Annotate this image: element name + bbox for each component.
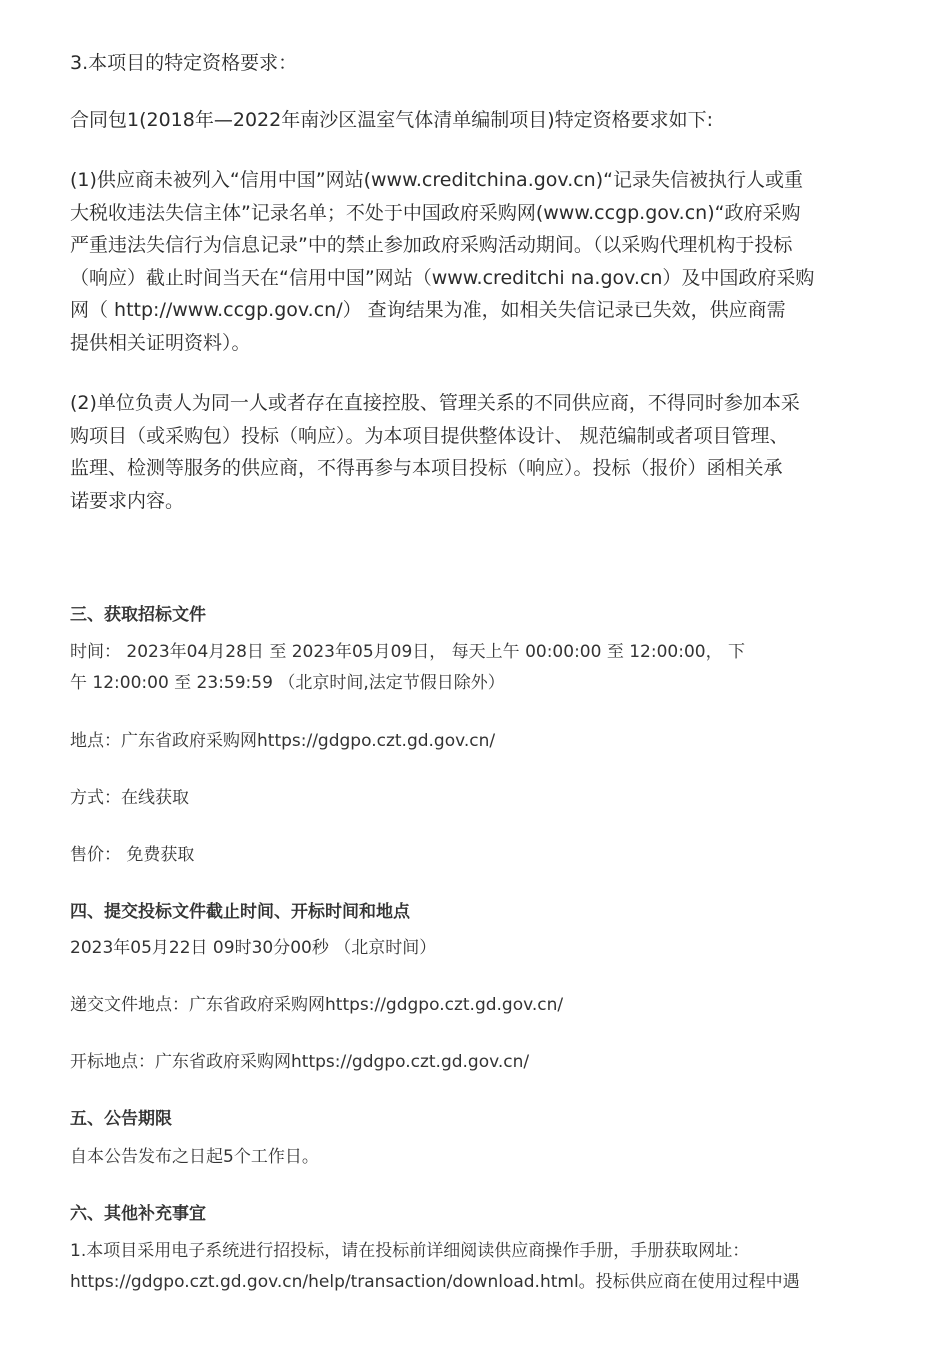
qualification-item-2 bbox=[70, 387, 882, 517]
section-6-text bbox=[70, 1236, 882, 1298]
section-4-heading: 四、提交投标文件截止时间、开标时间和地点 bbox=[70, 902, 410, 922]
section-6-line: 1.本项目采用电子系统进行招投标，请在投标前详细阅读供应商操作手册，手册获取网址： bbox=[70, 1241, 750, 1261]
item1-line: 严重违法失信行为信息记录”中的禁止参加政府采购活动期间。（以采购代理机构于投标 bbox=[70, 234, 793, 256]
item1-line: （响应）截止时间当天在“信用中国”网站（www.creditchi na.gov.cn）及中国政府采购 bbox=[70, 266, 815, 289]
item2-line: 诺要求内容。 bbox=[70, 489, 185, 512]
time-line: 午 12:00:00 至 23:59:59 （北京时间,法定节假日除外） bbox=[70, 673, 505, 693]
section-3-price: 售价： 免费获取 bbox=[70, 845, 195, 865]
qualification-item-1 bbox=[70, 164, 882, 359]
item2-line: 监理、检测等服务的供应商，不得再参与本项目投标（响应）。投标（报价）函相关承 bbox=[70, 457, 783, 479]
section-5-text: 自本公告发布之日起5个工作日。 bbox=[70, 1147, 319, 1167]
item2-line: 购项目（或采购包）投标（响应）。为本项目提供整体设计、 规范编制或者项目管理、 bbox=[70, 424, 789, 447]
section-6-heading: 六、其他补充事宜 bbox=[70, 1204, 206, 1224]
time-line: 时间： 2023年04月28日 至 2023年05月09日， 每天上午 00:00:00 至 12:00:00， 下 bbox=[70, 642, 745, 662]
section-4-deadline: 2023年05月22日 09时30分00秒 （北京时间） bbox=[70, 938, 437, 958]
item1-line: 大税收违法失信主体”记录名单；不处于中国政府采购网(www.ccgp.gov.cn)“政府采购 bbox=[70, 201, 801, 224]
package-intro: 合同包1(2018年—2022年南沙区温室气体清单编制项目)特定资格要求如下: bbox=[70, 109, 714, 131]
section-3-location: 地点：广东省政府采购网https://gdgpo.czt.gd.gov.cn/ bbox=[70, 731, 496, 751]
section-5-heading: 五、公告期限 bbox=[70, 1109, 172, 1129]
section-6-line: https://gdgpo.czt.gd.gov.cn/help/transaction/download.html。投标供应商在使用过程中遇 bbox=[70, 1272, 800, 1292]
item1-line: (1)供应商未被列入“信用中国”网站(www.creditchina.gov.cn)“记录失信被执行人或重 bbox=[70, 169, 803, 191]
section-3-heading: 三、获取招标文件 bbox=[70, 605, 206, 625]
item1-line: 网（ http://www.ccgp.gov.cn/） 查询结果为准，如相关失信记录已失效，供应商需 bbox=[70, 299, 786, 321]
item2-line: (2)单位负责人为同一人或者存在直接控股、管理关系的不同供应商，不得同时参加本采 bbox=[70, 392, 800, 414]
section-4-submit-location: 递交文件地点：广东省政府采购网https://gdgpo.czt.gd.gov.cn/ bbox=[70, 995, 564, 1015]
item1-line: 提供相关证明资料）。 bbox=[70, 331, 251, 354]
section-3-time bbox=[70, 637, 882, 699]
section-4-opening-location: 开标地点：广东省政府采购网https://gdgpo.czt.gd.gov.cn/ bbox=[70, 1052, 530, 1072]
qualification-heading: 3.本项目的特定资格要求： bbox=[70, 52, 298, 74]
section-3-method: 方式：在线获取 bbox=[70, 788, 189, 808]
